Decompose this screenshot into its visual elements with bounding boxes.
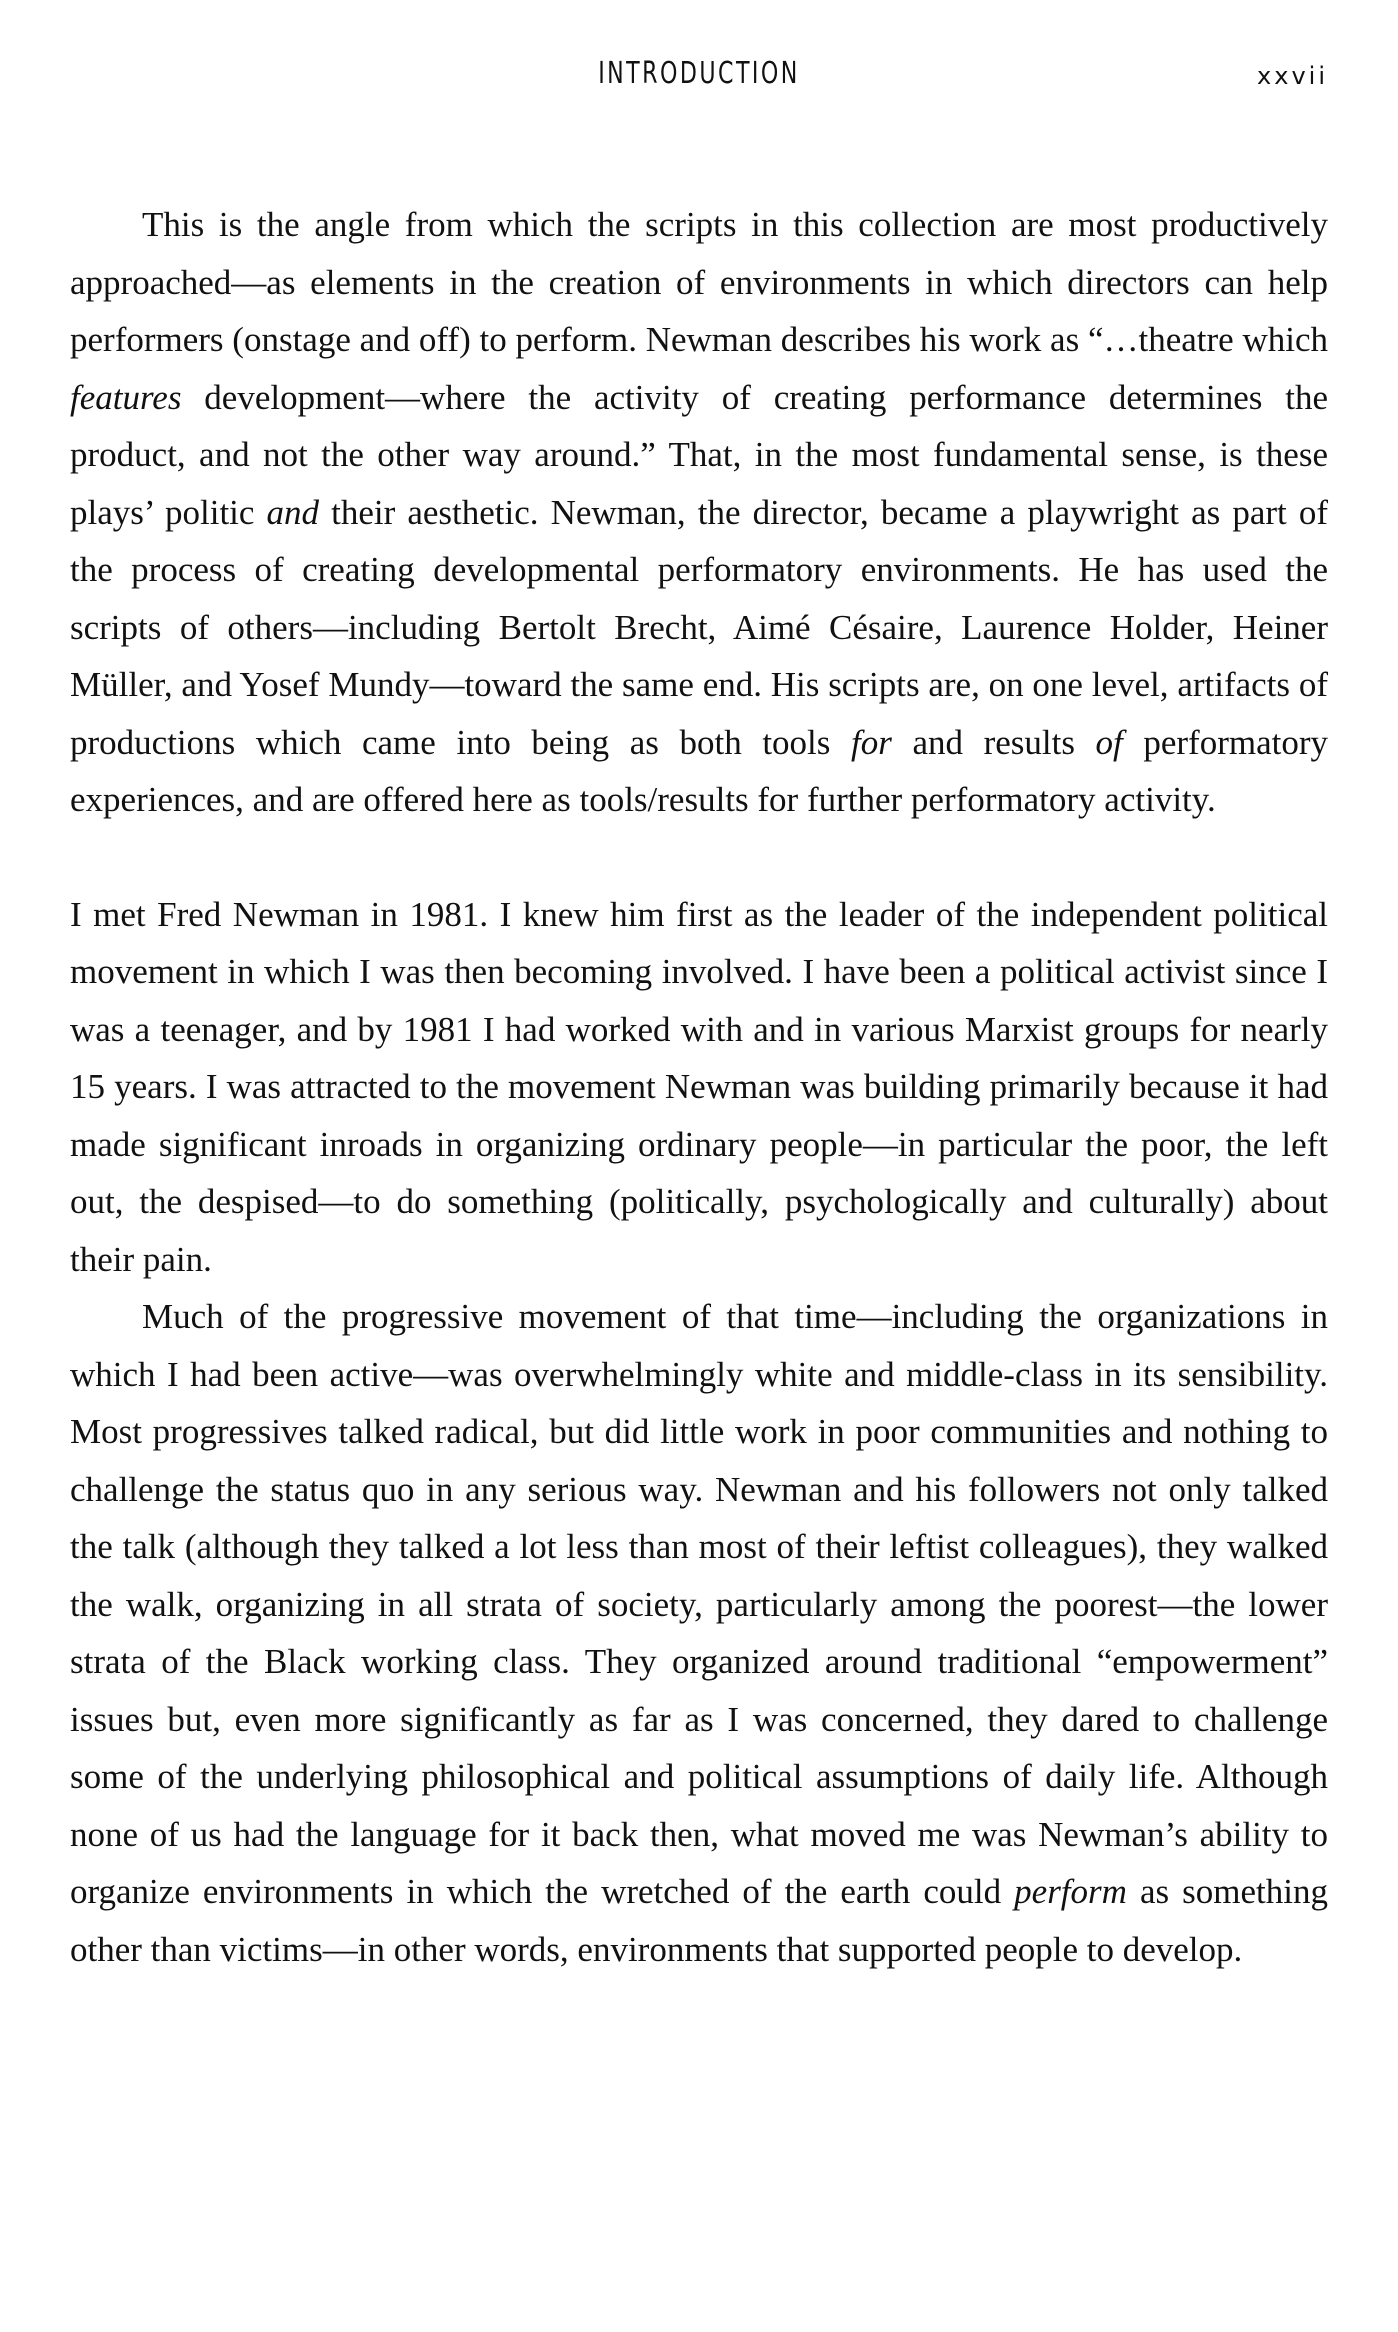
text-run: I met Fred Newman in 1981. I knew him first as the leader of the independent political movement in which I was then becoming involved. I have been a political activist since I was a teenager, and by 1981 I had worked with and in various Marxist groups for nearly 15 years. I was attracted to the movement Newman was building primarily because it had made significant inroads in organizing ordinary people—in particular the poor, the left out, the despised—to do something (politically, psychologically and culturally) about their pain. [70, 894, 1328, 1279]
emphasis-text: features [70, 377, 182, 417]
page-header [0, 50, 1398, 110]
emphasis-text: and [266, 492, 320, 532]
paragraph-3 [70, 1288, 1328, 1978]
text-run: development—where the activity of creating performance determines the product, and not the other way around.” That, in the most fundamental sense, is these plays’ politic [70, 377, 1328, 532]
paragraph-1 [70, 196, 1328, 829]
body-text [70, 196, 1328, 1978]
emphasis-text: perform [1014, 1872, 1127, 1911]
running-head: INTRODUCTION [598, 56, 800, 91]
text-run: This is the angle from which the scripts in this collection are most productively approached—as elements in the creation of environments in which directors can help performers (onstage and off) to perform. Newman describes his work as “…theatre which [70, 205, 1328, 359]
page-number: xxvii [1257, 62, 1328, 90]
emphasis-text: for [851, 722, 892, 762]
emphasis-text: of [1095, 722, 1123, 762]
text-run: and results [891, 722, 1096, 762]
text-run: performatory experiences, and are offered here as tools/results for further performatory activity. [70, 722, 1329, 819]
text-run: as something other than victims—in other words, environments that supported people to develop. [70, 1872, 1328, 1969]
text-run: Much of the progressive movement of that time—including the organizations in which I had been active—was overwhelmingly white and middle-class in its sensibility. Most progressives talked radical, but did little work in poor communities and nothing to challenge the status quo in any serious way. Newman and his followers not only talked the talk (although they talked a lot less than most of their leftist colleagues), they walked the walk, organizing in all strata of society, particularly among the poorest—the lower strata of the Black working class. They organized around traditional “empowerment” issues but, even more significantly as far as I was concerned, they dared to challenge some of the underlying philosophical and political assumptions of daily life. Although none of us had the language for it back then, what moved me was Newman’s ability to organize environments in which the wretched of the earth could [70, 1297, 1328, 1911]
paragraph-2 [70, 886, 1328, 1289]
text-run: their aesthetic. Newman, the director, became a playwright as part of the process of creating developmental performatory environments. He has used the scripts of others—including Bertolt Brecht, Aimé Césaire, Laurence Holder, Heiner Müller, and Yosef Mundy—toward the same end. His scripts are, on one level, artifacts of productions which came into being as both tools [70, 492, 1328, 762]
